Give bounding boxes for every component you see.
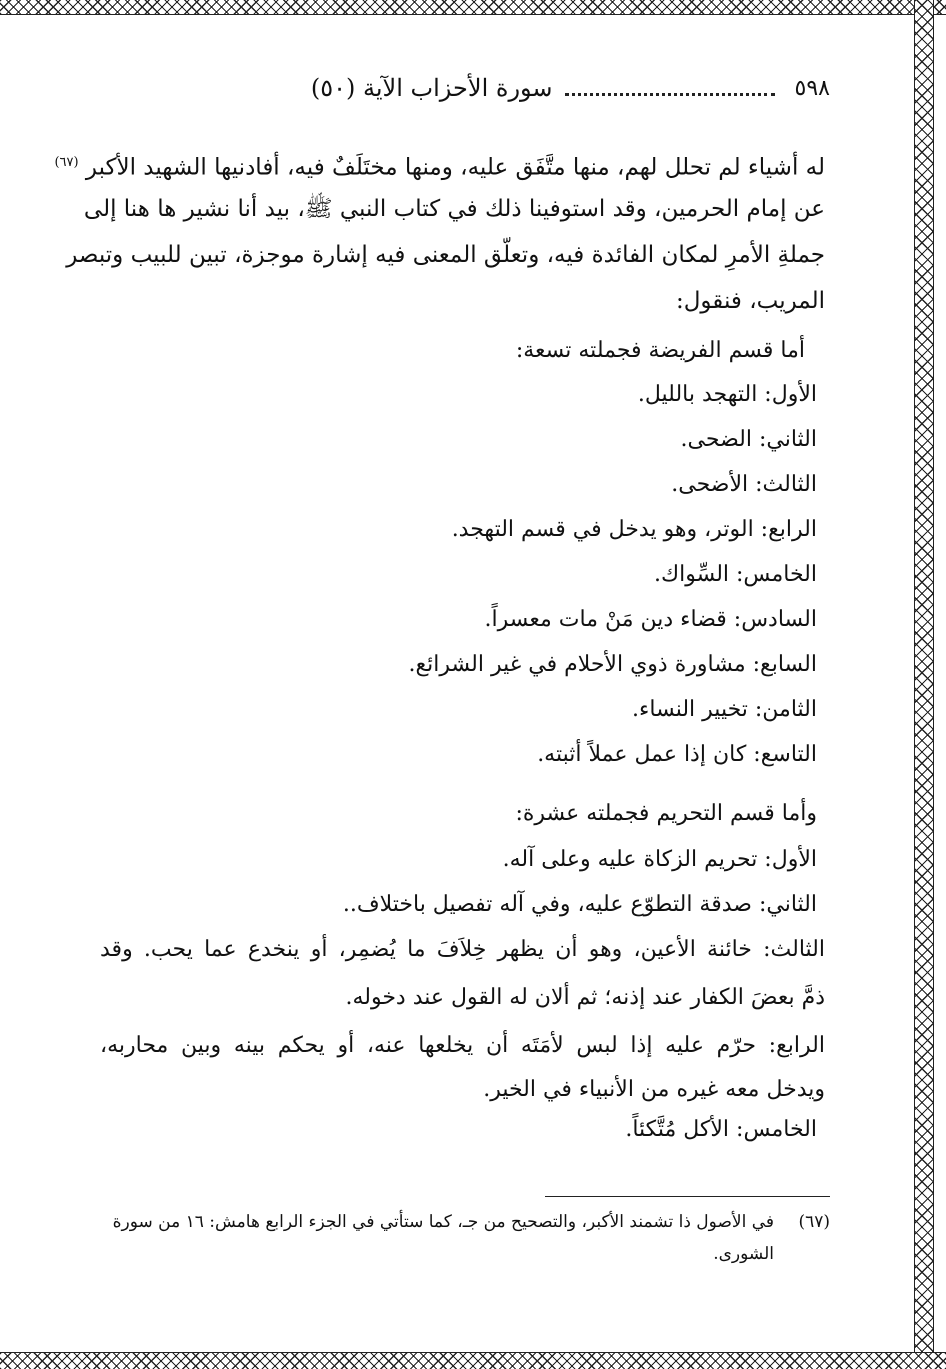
- obligation-item-1: الأول: التهجد بالليل.: [637, 382, 817, 407]
- prohibition-item-5: الخامس: الأكل مُتَّكئاً.: [625, 1117, 817, 1142]
- prohibition-item-3-line-2: ذمَّ بعضَ الكفار عند إذنه؛ ثم ألان له القول عند دخوله.: [345, 985, 825, 1010]
- footnote-line-1: [100, 1206, 830, 1238]
- obligation-heading: أما قسم الفريضة فجملته تسعة:: [515, 338, 805, 363]
- header-leader-dots: [565, 93, 775, 96]
- footnote-separator: [545, 1196, 830, 1197]
- ornamental-border-top: [0, 0, 946, 15]
- intro-line-2: عن إمام الحرمين، وقد استوفينا ذلك في كتاب النبي ﷺ، بيد أنا نشير ها هنا إلى: [83, 196, 825, 222]
- ornamental-border-right: [914, 0, 934, 1368]
- footnote-reference: (٦٧): [54, 155, 79, 170]
- footnote-number: (٦٧): [798, 1212, 830, 1232]
- footnote-text-line-1: في الأصول ذا تشمند الأكبر، والتصحيح من جـ، كما ستأتي في الجزء الرابع هامش: ١٦ من سورة: [112, 1212, 774, 1232]
- ornamental-border-bottom: [0, 1352, 946, 1369]
- surah-title: سورة الأحزاب الآية (٥٠): [310, 74, 553, 102]
- prohibition-item-1: الأول: تحريم الزكاة عليه وعلى آله.: [502, 847, 817, 872]
- footnote: [100, 1206, 830, 1270]
- prohibition-item-4-line-1: الرابع: حرّم عليه إذا لبس لأمَتَه أن يخلعها عنه، أو يحكم بينه وبين محاربه،: [100, 1033, 825, 1058]
- obligation-item-3: الثالث: الأضحى.: [671, 472, 817, 497]
- intro-line-1-text: له أشياء لم تحلل لهم، منها متَّفَق عليه، ومنها مختَلَفٌ فيه، أفادنيها الشهيد الأكبر: [85, 154, 825, 181]
- intro-line-4: المريب، فنقول:: [675, 288, 825, 314]
- prohibition-heading: وأما قسم التحريم فجملته عشرة:: [515, 801, 817, 826]
- obligation-item-4: الرابع: الوتر، وهو يدخل في قسم التهجد.: [451, 517, 817, 542]
- obligation-item-5: الخامس: السِّواك.: [653, 562, 817, 587]
- obligation-item-7: السابع: مشاورة ذوي الأحلام في غير الشرائع.: [408, 652, 817, 677]
- footnote-text-line-2: الشورى.: [713, 1244, 774, 1264]
- prohibition-item-3-line-1: الثالث: خائنة الأعين، وهو أن يظهر خِلاَفَ ما يُضمِر، أو ينخدع عما يحب. وقد: [100, 937, 825, 962]
- obligation-item-9: التاسع: كان إذا عمل عملاً أثبته.: [537, 742, 817, 767]
- page-header: [100, 68, 830, 108]
- obligation-item-2: الثاني: الضحى.: [680, 427, 817, 452]
- intro-line-1: [54, 140, 825, 191]
- intro-line-3: جملةِ الأمرِ لمكان الفائدة فيه، وتعلّق المعنى فيه إشارة موجزة، تبين للبيب وتبصر: [66, 242, 825, 268]
- prohibition-item-4-line-2: ويدخل معه غيره من الأنبياء في الخير.: [483, 1077, 825, 1102]
- obligation-item-6: السادس: قضاء دين مَنْ مات معسراً.: [484, 607, 817, 632]
- obligation-item-8: الثامن: تخيير النساء.: [632, 697, 817, 722]
- prohibition-item-2: الثاني: صدقة التطوّع عليه، وفي آله تفصيل باختلاف..: [342, 892, 817, 917]
- page-number: ٥٩٨: [794, 75, 830, 101]
